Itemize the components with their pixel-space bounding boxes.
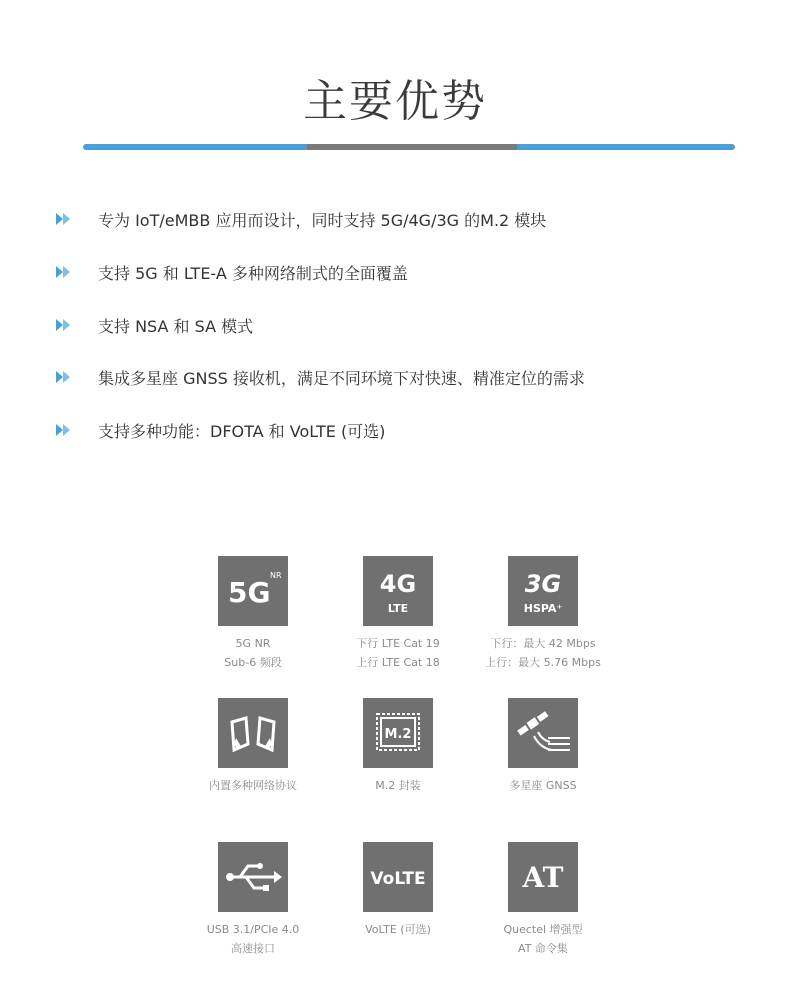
- feature-text: 支持 NSA 和 SA 模式: [98, 316, 254, 336]
- svg-text:HSPA⁺: HSPA⁺: [523, 602, 563, 615]
- usb-icon: [218, 842, 288, 912]
- tile-caption: Quectel 增强型 AT 命令集: [503, 923, 583, 955]
- tile-3g-hspa: [458, 556, 628, 672]
- svg-text:NR: NR: [270, 571, 282, 580]
- tile-caption: M.2 封装: [375, 779, 421, 792]
- tile-gnss: [458, 698, 628, 795]
- svg-text:AT: AT: [522, 861, 564, 894]
- 5g-nr-icon: [218, 556, 288, 626]
- feature-text: 专为 IoT/eMBB 应用而设计，同时支持 5G/4G/3G 的M.2 模块: [98, 210, 547, 230]
- tile-caption: USB 3.1/PCIe 4.0 高速接口: [206, 923, 300, 955]
- feature-text: 集成多星座 GNSS 接收机，满足不同环境下对快速、精准定位的需求: [98, 368, 585, 388]
- tile-at-command: [458, 842, 628, 958]
- tile-caption: 内置多种网络协议: [209, 779, 297, 792]
- svg-text:3G: 3G: [524, 570, 562, 598]
- 4g-lte-icon: [363, 556, 433, 626]
- double-arrow-icon: [56, 371, 72, 383]
- tile-caption: VoLTE (可选): [365, 923, 431, 936]
- svg-text:M.2: M.2: [384, 727, 412, 742]
- double-arrow-icon: [56, 319, 72, 331]
- feature-item: [56, 204, 546, 234]
- feature-item: [56, 257, 408, 287]
- svg-text:LTE: LTE: [387, 602, 409, 615]
- svg-text:VoLTE: VoLTE: [370, 869, 426, 889]
- tile-caption: 下行：最大 42 Mbps 上行：最大 5.76 Mbps: [485, 637, 601, 669]
- double-arrow-icon: [56, 213, 72, 225]
- feature-text: 支持 5G 和 LTE-A 多种网络制式的全面覆盖: [98, 263, 408, 283]
- feature-text: 支持多种功能：DFOTA 和 VoLTE (可选): [98, 421, 386, 441]
- page-title: 主要优势: [303, 76, 487, 127]
- m2-chip-icon: [363, 698, 433, 768]
- 3g-hspa-icon: [508, 556, 578, 626]
- double-arrow-icon: [56, 424, 72, 436]
- feature-item: [56, 362, 585, 392]
- svg-text:4G: 4G: [379, 570, 417, 598]
- double-arrow-icon: [56, 266, 72, 278]
- tile-caption: 多星座 GNSS: [509, 779, 577, 792]
- feature-item: [56, 415, 385, 445]
- satellite-gnss-icon: [508, 698, 578, 768]
- tile-caption: 下行 LTE Cat 19 上行 LTE Cat 18: [356, 637, 440, 669]
- volte-icon: [363, 842, 433, 912]
- multi-protocol-icon: [218, 698, 288, 768]
- divider-right-segment: [517, 144, 735, 150]
- svg-text:5G: 5G: [228, 576, 271, 609]
- at-command-icon: [508, 842, 578, 912]
- divider-left-segment: [83, 144, 307, 150]
- feature-item: [56, 310, 253, 340]
- divider-middle-segment: [307, 144, 517, 150]
- tile-caption: 5G NR Sub-6 频段: [224, 637, 282, 669]
